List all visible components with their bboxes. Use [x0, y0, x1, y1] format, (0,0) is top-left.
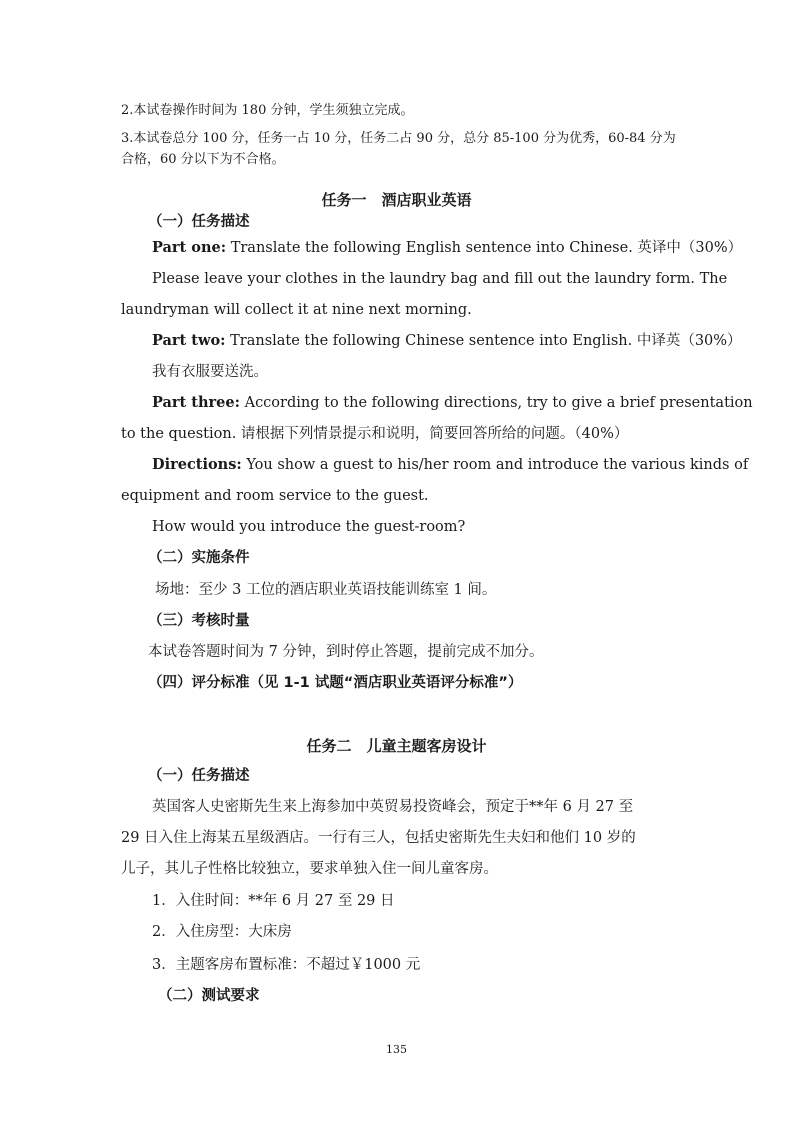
part-two-sentence: 我有衣服要送洗。 [152, 364, 268, 380]
question: How would you introduce the guest-room? [152, 519, 466, 535]
task2-item-1: 1．入住时间：**年 6 月 27 至 29 日 [152, 893, 395, 909]
task2-paragraph-line2: 29 日入住上海某五星级酒店。一行有三人，包括史密斯先生夫妇和他们 10 岁的 [121, 830, 636, 846]
directions-label: Directions: [152, 456, 242, 473]
task2-paragraph-line1: 英国客人史密斯先生来上海参加中英贸易投资峰会，预定于**年 6 月 27 至 [152, 799, 634, 815]
task1-section-scoring: （四）评分标准（见 1-1 试题“酒店职业英语评分标准”） [148, 675, 523, 691]
part-two-label: Part two: [152, 332, 226, 349]
part-three-instruction: According to the following directions, try to give a brief presentation [239, 395, 753, 411]
conditions-text: 场地：至少 3 工位的酒店职业英语技能训练室 1 间。 [155, 582, 497, 598]
task1-section-conditions: （二）实施条件 [148, 550, 250, 566]
task2-item-3: 3．主题客房布置标准：不超过￥1000 元 [152, 957, 421, 973]
directions-line2: equipment and room service to the guest. [121, 488, 429, 504]
task2-section-description: （一）任务描述 [148, 768, 250, 784]
part-three [152, 393, 753, 413]
part-one-label: Part one: [152, 239, 227, 256]
part-two [152, 331, 742, 351]
duration-text: 本试卷答题时间为 7 分钟，到时停止答题，提前完成不加分。 [148, 644, 544, 660]
task2-section-requirements: （二）测试要求 [158, 988, 260, 1004]
part-two-instruction: Translate the following Chinese sentence into English. 中译英（30%） [225, 333, 742, 349]
part-one [152, 238, 742, 258]
part-three-label: Part three: [152, 394, 240, 411]
part-three-line2: to the question. 请根据下列情景提示和说明，简要回答所给的问题。（40%） [121, 426, 629, 442]
note-2: 2.本试卷操作时间为 180 分钟，学生须独立完成。 [121, 103, 414, 118]
part-one-sentence-line1: Please leave your clothes in the laundry bag and fill out the laundry form. The [152, 271, 728, 287]
task1-section-duration: （三）考核时量 [148, 613, 250, 629]
note-3-line1: 3.本试卷总分 100 分，任务一占 10 分，任务二占 90 分，总分 85-100 分为优秀，60-84 分为 [121, 131, 676, 146]
task2-paragraph-line3: 儿子，其儿子性格比较独立，要求单独入住一间儿童客房。 [121, 861, 498, 877]
part-one-sentence-line2: laundryman will collect it at nine next morning. [121, 302, 472, 318]
directions [152, 455, 748, 475]
note-3-line2: 合格，60 分以下为不合格。 [121, 152, 285, 167]
page-number: 135 [386, 1043, 407, 1056]
directions-text: You show a guest to his/her room and introduce the various kinds of [241, 457, 749, 473]
part-one-instruction: Translate the following English sentence into Chinese. 英译中（30%） [226, 240, 743, 256]
task2-item-2: 2．入住房型：大床房 [152, 924, 292, 940]
task1-section-description: （一）任务描述 [148, 214, 250, 230]
task2-title: 任务二 儿童主题客房设计 [306, 737, 487, 755]
task1-title: 任务一 酒店职业英语 [321, 191, 472, 209]
